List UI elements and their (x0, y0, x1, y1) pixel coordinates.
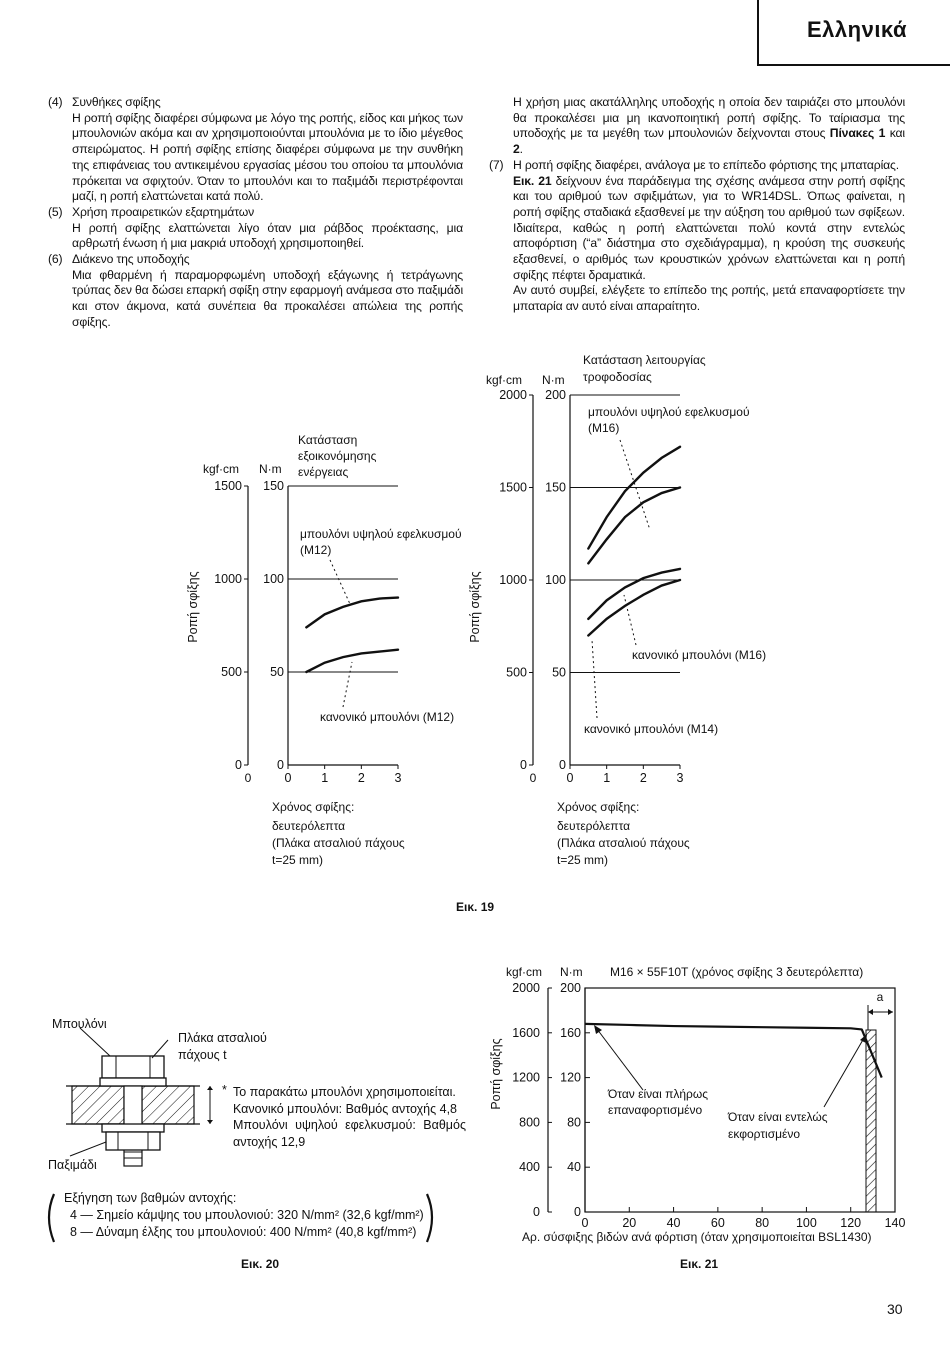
item-5 (48, 205, 463, 252)
y-tick-nm: 200 (545, 388, 566, 402)
normal-bolt-label: κανονικό μπουλόνι (M12) (320, 710, 455, 724)
x-axis-caption (272, 800, 405, 867)
x-axis-caption (557, 800, 690, 867)
bolt-head (100, 1056, 166, 1086)
y-tick-kgf: 500 (221, 665, 242, 679)
series-line (588, 569, 680, 619)
grade-title: Εξήγηση των βαθμών αντοχής: (64, 1191, 237, 1205)
high-tension-label: μπουλόνι υψηλού εφελκυσμού (300, 527, 462, 541)
intro-and: και (885, 126, 905, 141)
x-tick-label: 2 (639, 771, 647, 785)
series-line (588, 580, 680, 636)
note-line: Μπουλόνι υψηλού εφελκυσμού: Βαθμός (233, 1118, 466, 1132)
dim-arrow-icon (888, 1009, 893, 1015)
item-number: (7) (489, 157, 504, 172)
right-text-column (489, 95, 905, 315)
dim-arrow-icon (207, 1120, 213, 1124)
intro-end: . (519, 142, 523, 157)
y-tick-nm: 0 (559, 758, 566, 772)
unit-kgf: kgf·cm (506, 965, 542, 979)
y-tick-kgf: 800 (519, 1115, 540, 1130)
intro-paragraph (489, 95, 905, 158)
bolt-leader (80, 1028, 110, 1056)
x-caption-line: Χρόνος σφίξης: (557, 800, 640, 814)
y-tick-kgf: 0 (520, 758, 527, 772)
arrow-icon (594, 1025, 602, 1034)
left-text-column (48, 95, 463, 331)
note-line: Το παρακάτω μπουλόνι χρησιμοποιείται. (233, 1085, 456, 1099)
mode-label-line: Κατάσταση λειτουργίας (583, 353, 706, 367)
y-tick-kgf: 1500 (214, 479, 242, 493)
full-charge-leader (597, 1029, 643, 1090)
plate-label-2: πάχους t (178, 1048, 227, 1062)
normal-m14-label: κανονικό μπουλόνι (M14) (584, 722, 719, 736)
mode-label-line: τροφοδοσίας (583, 370, 652, 384)
item-body-end: Αν αυτό συμβεί, ελέγξετε το επίπεδο της ροπής, μετά επαναφορτίσετε την μπαταρία αν αυτό είναι απαραίτητο. (513, 283, 905, 314)
fig19-left-chart (186, 433, 462, 867)
y-tick-kgf: 0 (235, 758, 242, 772)
x-tick-label: 1 (603, 771, 611, 785)
chart-title: M16 × 55F10T (χρόνος σφίξης 3 δευτερόλεπτα) (610, 965, 864, 979)
unit-kgf: kgf·cm (486, 373, 522, 387)
leader-line (330, 560, 350, 604)
y-tick-kgf: 1600 (512, 1025, 540, 1040)
y-tick-kgf: 1000 (214, 572, 242, 586)
item-number: (5) (48, 204, 63, 219)
x-tick-label: 80 (755, 1216, 770, 1230)
note-line: αντοχής 12,9 (233, 1134, 306, 1149)
y-axis-label: Ροπή σφίξης (489, 1038, 503, 1110)
fig19-right-chart (468, 353, 766, 867)
x-tick-label: 120 (840, 1216, 862, 1230)
y-tick-kgf: 500 (506, 665, 527, 680)
high-tension-label: (M12) (300, 543, 332, 557)
x-tick-label: 0 (581, 1216, 589, 1230)
series-line (588, 447, 680, 549)
item-title: Διάκενο της υποδοχής (72, 252, 190, 267)
y-tick-kgf: 400 (519, 1160, 540, 1175)
unit-nm: N·m (560, 965, 583, 979)
x-caption-line: t=25 mm) (557, 853, 609, 867)
y-tick-nm: 200 (560, 981, 581, 995)
y-tick-kgf: 2000 (499, 388, 527, 402)
series-line (585, 1024, 882, 1078)
leader-line (592, 640, 597, 718)
item-body-text: δείχνουν ένα παράδειγμα της σχέσης ανάμεσα στην ροπή σφίξης και του αριθμού των σφιξιμάτων, για το WR14DSL. Όπως φαίνεται, η ροπή σφίξης σταδιακά εξασθενεί με την αύξηση του αριθμού των σφίξεων. Ιδιαίτερα, καθώς η ροπή ελαττώνεται πολύ κοντά στην εντελώς αποφόρτιση (“a” διάστημα στο σχεδιάγραμμα), η κρούση της συσκευής εξασθενεί, ο αριθμός των κρουστικών χρόνων ελαττώνεται και η ροπή σφίξης πέφτει δραματικά. (513, 173, 905, 282)
x-tick-label: 3 (676, 771, 684, 785)
x-tick-label: 0 (284, 771, 292, 785)
y-tick-nm: 150 (263, 479, 284, 493)
fig19-charts (0, 340, 950, 900)
dim-arrow-icon (868, 1009, 873, 1015)
fig19-caption: Εικ. 19 (456, 900, 495, 914)
dim-arrow-icon (207, 1086, 213, 1090)
item-6 (48, 252, 463, 331)
mode-label-line: Κατάσταση (298, 433, 358, 447)
y-tick-nm: 100 (545, 573, 566, 587)
y-tick-kgf: 0 (533, 1205, 540, 1219)
normal-m16-label: κανονικό μπουλόνι (M16) (632, 648, 767, 662)
series-line (306, 598, 398, 628)
y-tick-nm: 40 (567, 1160, 581, 1175)
full-charge-label: επαναφορτισμένο (608, 1103, 703, 1117)
item-body: Μια φθαρμένη ή παραμορφωμένη υποδοχή εξάγωνης ή τετράγωνης τρύπας δεν θα δώσει επαρκή σφίξη στην εφαρμογή ανάμεσα στο παξιμάδι και στον άκμονα, κατά συνέπεια θα προκαλέσει απώλεια της ροπής σφίξης. (72, 267, 463, 329)
x-caption-line: t=25 mm) (272, 853, 324, 867)
language-label: Ελληνικά (807, 17, 907, 42)
y-tick-kgf: 1200 (512, 1070, 540, 1085)
nut-label: Παξιμάδι (48, 1158, 97, 1172)
x-axis-label: Αρ. σύσφιξης βιδών ανά φόρτιση (όταν χρησιμοποιείται BSL1430) (522, 1230, 872, 1244)
x-origin-label: 0 (244, 771, 252, 785)
item-4 (48, 95, 463, 205)
full-charge-label: Όταν είναι πλήρως (608, 1087, 709, 1101)
unit-nm: N·m (542, 373, 565, 387)
high-tension-label: (M16) (588, 421, 620, 435)
discharged-label: Όταν είναι εντελώς (728, 1110, 828, 1124)
y-tick-nm: 50 (270, 665, 284, 679)
unit-kgf: kgf·cm (203, 462, 239, 476)
y-tick-nm: 50 (552, 665, 566, 680)
x-tick-label: 40 (666, 1216, 681, 1230)
x-tick-label: 20 (622, 1216, 637, 1230)
y-tick-kgf: 1000 (499, 573, 527, 587)
y-tick-nm: 0 (574, 1205, 581, 1219)
discharged-leader (824, 1038, 864, 1107)
x-tick-label: 100 (795, 1216, 817, 1230)
table-ref-2: 2 (513, 142, 520, 157)
series-line (306, 650, 398, 672)
grade-explanation (64, 1190, 424, 1241)
y-tick-nm: 100 (263, 572, 284, 586)
item-title: Η ροπή σφίξης διαφέρει, ανάλογα με το επίπεδο φόρτισης της μπαταρίας. (513, 157, 899, 172)
x-tick-label: 140 (884, 1216, 906, 1230)
note-block (233, 1084, 466, 1150)
x-caption-line: (Πλάκα ατσαλιού πάχους (557, 836, 690, 850)
y-tick-nm: 0 (277, 758, 284, 772)
x-caption-line: Χρόνος σφίξης: (272, 800, 355, 814)
item-number: (4) (48, 95, 63, 109)
y-tick-nm: 150 (545, 480, 566, 495)
nut (102, 1124, 164, 1150)
y-axis-label: Ροπή σφίξης (468, 571, 482, 643)
y-tick-nm: 80 (567, 1115, 581, 1130)
mode-label-line: ενέργειας (298, 465, 349, 479)
x-tick-label: 0 (566, 771, 574, 785)
item-title: Συνθήκες σφίξης (72, 95, 161, 109)
item-7 (489, 158, 905, 315)
y-tick-nm: 120 (560, 1070, 581, 1085)
x-caption-line: δευτερόλεπτα (557, 819, 631, 833)
unit-nm: N·m (259, 462, 282, 476)
x-origin-label: 0 (529, 771, 537, 785)
x-tick-label: 1 (321, 771, 329, 785)
language-header-box (757, 0, 950, 66)
leader-line (343, 662, 352, 707)
grade-4: 4 — Σημείο κάμψης του μπουλονιού: 320 N/mm² (32,6 kgf/mm²) (70, 1208, 424, 1222)
discharged-label: εκφορτισμένο (728, 1127, 801, 1141)
x-caption-line: (Πλάκα ατσαλιού πάχους (272, 836, 405, 850)
intro-text: Η χρήση μιας ακατάλληλης υποδοχής η οποία δεν ταιριάζει στο μπουλόνι θα προκαλέσει μια μη ικανοποιητική ροπή σφίξης. Το ταίριασμα της υποδοχής με τα μεγέθη των μπουλονιών δείχνονται στους (513, 95, 905, 141)
page-number: 30 (887, 1301, 903, 1317)
item-title: Χρήση προαιρετικών εξαρτημάτων (72, 204, 255, 219)
table-ref-1: Πίνακες 1 (829, 126, 886, 141)
item-body (513, 174, 905, 284)
mode-label-line: εξοικονόμησης (298, 449, 377, 463)
plate-label-1: Πλάκα ατσαλιού (178, 1031, 267, 1045)
note-star: * (222, 1083, 227, 1097)
y-tick-nm: 160 (560, 1025, 581, 1040)
fig21-caption: Εικ. 21 (680, 1257, 719, 1271)
note-line: Κανονικό μπουλόνι: Βαθμός αντοχής 4,8 (233, 1101, 457, 1116)
x-tick-label: 3 (394, 771, 402, 785)
y-tick-kgf: 2000 (512, 981, 540, 995)
item-body: Η ροπή σφίξης διαφέρει σύμφωνα με λόγο της ροπής, είδος και μήκος των μπουλονιών ακόμα και αν χρησιμοποιούνται μπουλόνια με το ίδιο μέγεθος σπειρώματος. Η ροπή σφίξης επίσης διαφέρει σύμφωνα με την συνθήκη της επιφάνειας του αντικειμένου εργασίας μέσου του οποίου τα μπουλόνια πρόκειται να σφιχτούν. Όταν το μπουλόνι και το παξιμάδι περιστρέφονται μαζί, η ροπή ελαττώνεται κατά πολύ. (72, 110, 463, 204)
x-tick-label: 2 (357, 771, 365, 785)
x-caption-line: δευτερόλεπτα (272, 819, 346, 833)
item-number: (6) (48, 252, 63, 267)
bolt-label: Μπουλόνι (52, 1017, 107, 1031)
a-label: a (876, 990, 884, 1004)
grade-8: 8 — Δύναμη έλξης του μπουλονιού: 400 N/mm² (40,8 kgf/mm²) (70, 1225, 417, 1239)
fig20-caption: Εικ. 20 (241, 1257, 280, 1271)
nut-leader (70, 1142, 106, 1156)
x-tick-label: 60 (710, 1216, 725, 1230)
y-tick-kgf: 1500 (499, 480, 527, 495)
high-tension-label: μπουλόνι υψηλού εφελκυσμού (588, 405, 750, 419)
fig-ref: Εικ. 21 (513, 173, 552, 188)
item-body: Η ροπή σφίξης ελαττώνεται λίγο όταν μια ράβδος προέκτασης, μια αρθρωτή ένωση ή μια μακριά υποδοχή χρησιμοποιηθεί. (72, 220, 463, 251)
y-axis-label: Ροπή σφίξης (186, 571, 200, 643)
plate-leader (152, 1040, 168, 1058)
fig21-chart (470, 955, 920, 1255)
